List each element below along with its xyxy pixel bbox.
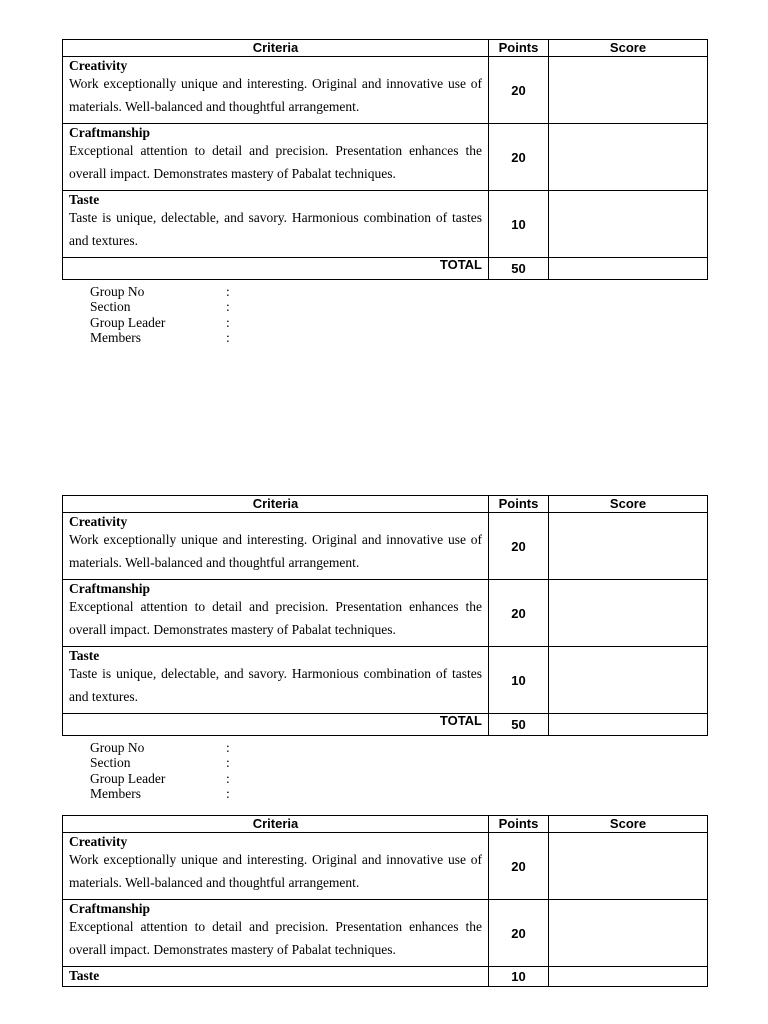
criterion-cell — [63, 833, 489, 900]
criterion-row-creativity — [63, 833, 708, 900]
criterion-row-taste — [63, 967, 708, 987]
info-label: Members — [90, 329, 141, 345]
header-row — [63, 816, 708, 833]
criterion-title: Taste — [69, 648, 100, 663]
group-info-2 — [90, 740, 230, 801]
score-cell[interactable] — [549, 57, 708, 124]
info-label: Group Leader — [90, 314, 166, 330]
info-colon: : — [226, 314, 230, 330]
score-header: Score — [549, 816, 708, 833]
criterion-title: Creativity — [69, 834, 128, 849]
criteria-header: Criteria — [63, 40, 489, 57]
info-colon: : — [226, 740, 230, 755]
criterion-title: Creativity — [69, 514, 128, 529]
criterion-title: Craftmanship — [69, 581, 151, 596]
criterion-description: Exceptional attention to detail and precision. Presentation enhances the overall impact. Demonstrates mastery of Pabalat techniques. — [69, 143, 482, 181]
points-header: Points — [489, 816, 549, 833]
criterion-points: 20 — [489, 57, 549, 124]
info-colon: : — [226, 299, 230, 315]
criterion-title: Taste — [69, 968, 100, 983]
info-colon: : — [226, 329, 230, 345]
criterion-row-creativity — [63, 57, 708, 124]
criterion-points: 10 — [489, 967, 549, 987]
criterion-description: Taste is unique, delectable, and savory. Harmonious combination of tastes and textures. — [69, 210, 482, 248]
criterion-row-taste — [63, 191, 708, 258]
info-row-group-no — [90, 284, 230, 299]
criterion-points: 20 — [489, 900, 549, 967]
rubric-table-1 — [62, 39, 708, 280]
criterion-title: Craftmanship — [69, 125, 151, 140]
info-label: Section — [90, 299, 131, 315]
total-row — [63, 258, 708, 280]
criterion-description: Work exceptionally unique and interesting. Original and innovative use of materials. Well-balanced and thoughtful arrangement. — [69, 76, 482, 114]
criterion-cell — [63, 57, 489, 124]
score-cell[interactable] — [549, 900, 708, 967]
criterion-cell — [63, 191, 489, 258]
criterion-points: 10 — [489, 647, 549, 714]
criterion-cell — [63, 647, 489, 714]
criterion-row-craftmanship — [63, 900, 708, 967]
total-score-cell[interactable] — [549, 714, 708, 736]
criterion-points: 20 — [489, 124, 549, 191]
score-cell[interactable] — [549, 967, 708, 987]
score-header: Score — [549, 40, 708, 57]
info-row-members — [90, 785, 230, 801]
criterion-description: Exceptional attention to detail and precision. Presentation enhances the overall impact. Demonstrates mastery of Pabalat techniques. — [69, 599, 482, 637]
info-label: Group Leader — [90, 770, 166, 786]
criterion-row-craftmanship — [63, 580, 708, 647]
criterion-cell — [63, 513, 489, 580]
criteria-header: Criteria — [63, 496, 489, 513]
info-row-section — [90, 299, 230, 315]
total-score-cell[interactable] — [549, 258, 708, 280]
points-header: Points — [489, 496, 549, 513]
criterion-cell — [63, 580, 489, 647]
criterion-points: 20 — [489, 833, 549, 900]
total-label: TOTAL — [63, 714, 489, 736]
criterion-description: Taste is unique, delectable, and savory. Harmonious combination of tastes and textures. — [69, 666, 482, 704]
points-header: Points — [489, 40, 549, 57]
criterion-points: 10 — [489, 191, 549, 258]
info-colon: : — [226, 284, 230, 299]
criterion-points: 20 — [489, 580, 549, 647]
info-row-group-leader — [90, 770, 230, 786]
criterion-cell — [63, 124, 489, 191]
total-points: 50 — [489, 258, 549, 280]
header-row — [63, 40, 708, 57]
rubric-table-2 — [62, 495, 708, 736]
criterion-title: Creativity — [69, 58, 128, 73]
info-label: Group No — [90, 740, 145, 755]
score-cell[interactable] — [549, 124, 708, 191]
criterion-row-craftmanship — [63, 124, 708, 191]
total-label: TOTAL — [63, 258, 489, 280]
criterion-row-taste — [63, 647, 708, 714]
criterion-points: 20 — [489, 513, 549, 580]
info-colon: : — [226, 770, 230, 786]
score-cell[interactable] — [549, 513, 708, 580]
total-points: 50 — [489, 714, 549, 736]
header-row — [63, 496, 708, 513]
criterion-title: Taste — [69, 192, 100, 207]
group-info-1 — [90, 284, 230, 345]
total-row — [63, 714, 708, 736]
criterion-cell — [63, 967, 489, 987]
info-label: Group No — [90, 284, 145, 299]
info-row-section — [90, 755, 230, 771]
score-cell[interactable] — [549, 580, 708, 647]
criterion-title: Craftmanship — [69, 901, 151, 916]
score-cell[interactable] — [549, 833, 708, 900]
info-colon: : — [226, 755, 230, 771]
criterion-row-creativity — [63, 513, 708, 580]
score-cell[interactable] — [549, 191, 708, 258]
info-label: Members — [90, 785, 141, 801]
info-colon: : — [226, 785, 230, 801]
criterion-description: Exceptional attention to detail and precision. Presentation enhances the overall impact. Demonstrates mastery of Pabalat techniques. — [69, 919, 482, 957]
info-row-group-no — [90, 740, 230, 755]
info-label: Section — [90, 755, 131, 771]
info-row-group-leader — [90, 314, 230, 330]
criterion-description: Work exceptionally unique and interesting. Original and innovative use of materials. Well-balanced and thoughtful arrangement. — [69, 532, 482, 570]
score-header: Score — [549, 496, 708, 513]
rubric-table-3 — [62, 815, 708, 987]
criterion-cell — [63, 900, 489, 967]
criteria-header: Criteria — [63, 816, 489, 833]
info-row-members — [90, 329, 230, 345]
criterion-description: Work exceptionally unique and interesting. Original and innovative use of materials. Well-balanced and thoughtful arrangement. — [69, 852, 482, 890]
score-cell[interactable] — [549, 647, 708, 714]
